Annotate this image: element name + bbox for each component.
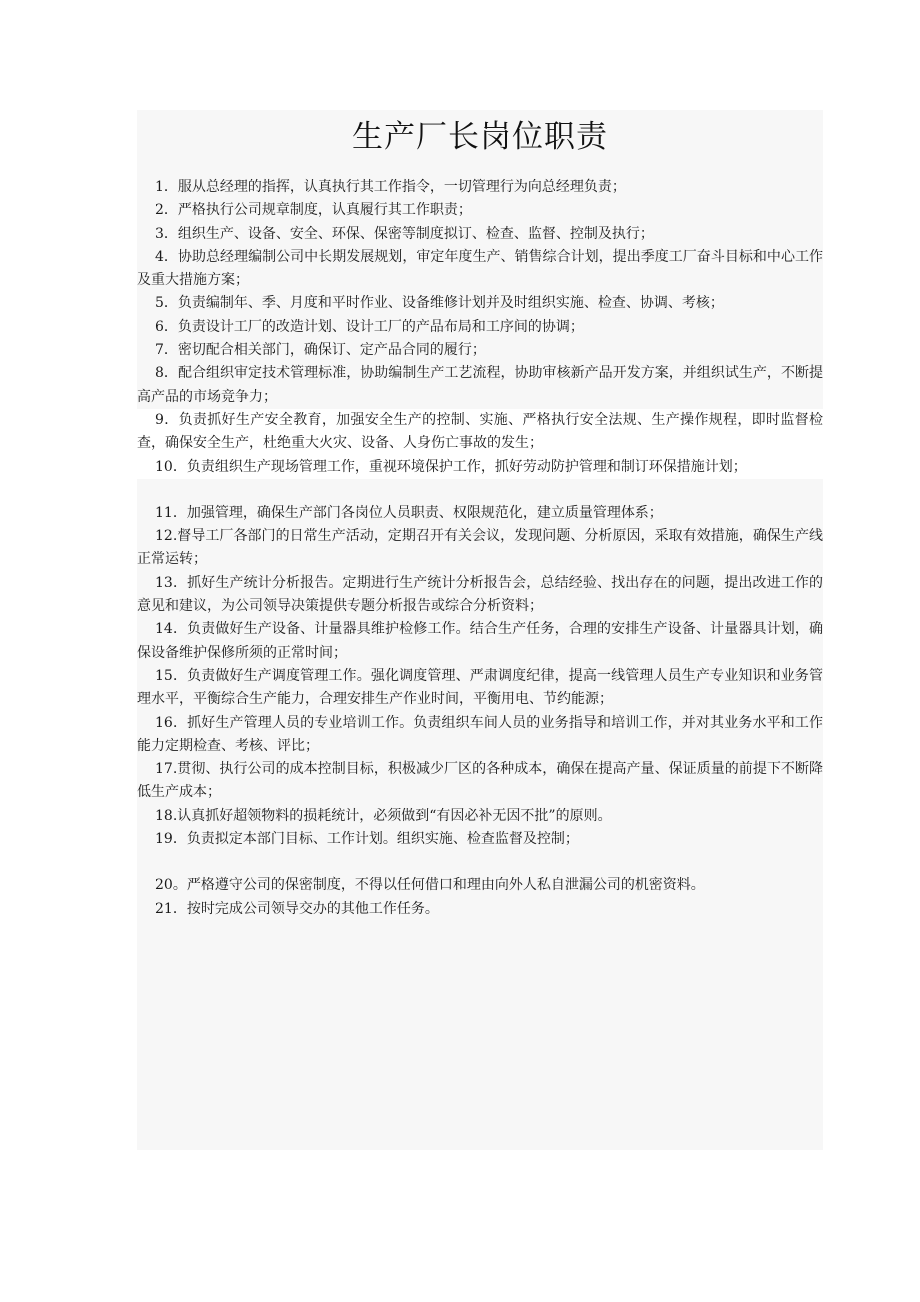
duty-item-14: 14．负责做好生产设备、计量器具维护检修工作。结合生产任务，合理的安排生产设备、计量器具计划，确保设备维护保修所须的正常时间； — [137, 621, 823, 661]
duty-item-5: 5．负责编制年、季、月度和平时作业、设备维修计划并及时组织实施、检查、协调、考核； — [155, 295, 724, 312]
duty-item-3: 3．组织生产、设备、安全、环保、保密等制度拟订、检查、监督、控制及执行； — [155, 225, 654, 242]
duty-item-16: 16．抓好生产管理人员的专业培训工作。负责组织车间人员的业务指导和培训工作，并对其业务水平和工作能力定期检查、考核、评比； — [137, 714, 823, 754]
duty-list — [137, 176, 823, 921]
duty-item-12: 12.督导工厂各部门的日常生产活动，定期召开有关会议，发现问题、分析原因，采取有效措施，确保生产线正常运转； — [137, 528, 823, 568]
duty-item-13: 13．抓好生产统计分析报告。定期进行生产统计分析报告会，总结经验、找出存在的问题，提出改进工作的意见和建议，为公司领导决策提供专题分析报告或综合分析资料； — [137, 574, 823, 615]
duty-item-11: 11．加强管理，确保生产部门各岗位人员职责、权限规范化，建立质量管理体系； — [155, 504, 663, 521]
duty-item-6: 6．负责设计工厂的改造计划、设计工厂的产品布局和工序间的协调； — [155, 318, 584, 335]
duty-item-15: 15．负责做好生产调度管理工作。强化调度管理、严肃调度纪律，提高一线管理人员生产专业知识和业务管理水平，平衡综合生产能力，合理安排生产作业时间，平衡用电、节约能源； — [137, 667, 823, 708]
duty-item-10: 10．负责组织生产现场管理工作，重视环境保护工作，抓好劳动防护管理和制订环保措施计划； — [137, 456, 823, 479]
duty-item-8: 8．配合组织审定技术管理标准，协助编制生产工艺流程，协助审核新产品开发方案，并组织试生产，不断提高产品的市场竞争力； — [137, 365, 823, 405]
duty-item-17: 17.贯彻、执行公司的成本控制目标，积极减少厂区的各种成本，确保在提高产量、保证质量的前提下不断降低生产成本； — [137, 761, 823, 801]
document-title: 生产厂长岗位职责 — [352, 119, 608, 155]
duty-item-7: 7．密切配合相关部门，确保订、定产品合同的履行； — [155, 342, 486, 359]
duty-item-4: 4．协助总经理编制公司中长期发展规划，审定年度生产、销售综合计划，提出季度工厂奋斗目标和中心工作及重大措施方案； — [137, 248, 823, 289]
duty-item-18: 18.认真抓好超领物料的损耗统计，必须做到“有因必补无因不批”的原则。 — [155, 807, 612, 824]
duty-item-2: 2．严格执行公司规章制度，认真履行其工作职责； — [155, 202, 472, 219]
duty-item-1: 1．服从总经理的指挥，认真执行其工作指令，一切管理行为向总经理负责； — [155, 179, 626, 195]
duty-item-9: 9．负责抓好生产安全教育，加强安全生产的控制、实施、严格执行安全法规、生产操作规程，即时监督检查，确保安全生产，杜绝重大火灾、设备、人身伤亡事故的发生； — [137, 409, 823, 456]
duty-item-19: 19．负责拟定本部门目标、工作计划。组织实施、检查监督及控制； — [155, 831, 579, 848]
duty-item-21: 21．按时完成公司领导交办的其他工作任务。 — [155, 900, 439, 917]
duty-item-20: 20。严格遵守公司的保密制度，不得以任何借口和理由向外人私自泄漏公司的机密资料。 — [155, 877, 705, 894]
